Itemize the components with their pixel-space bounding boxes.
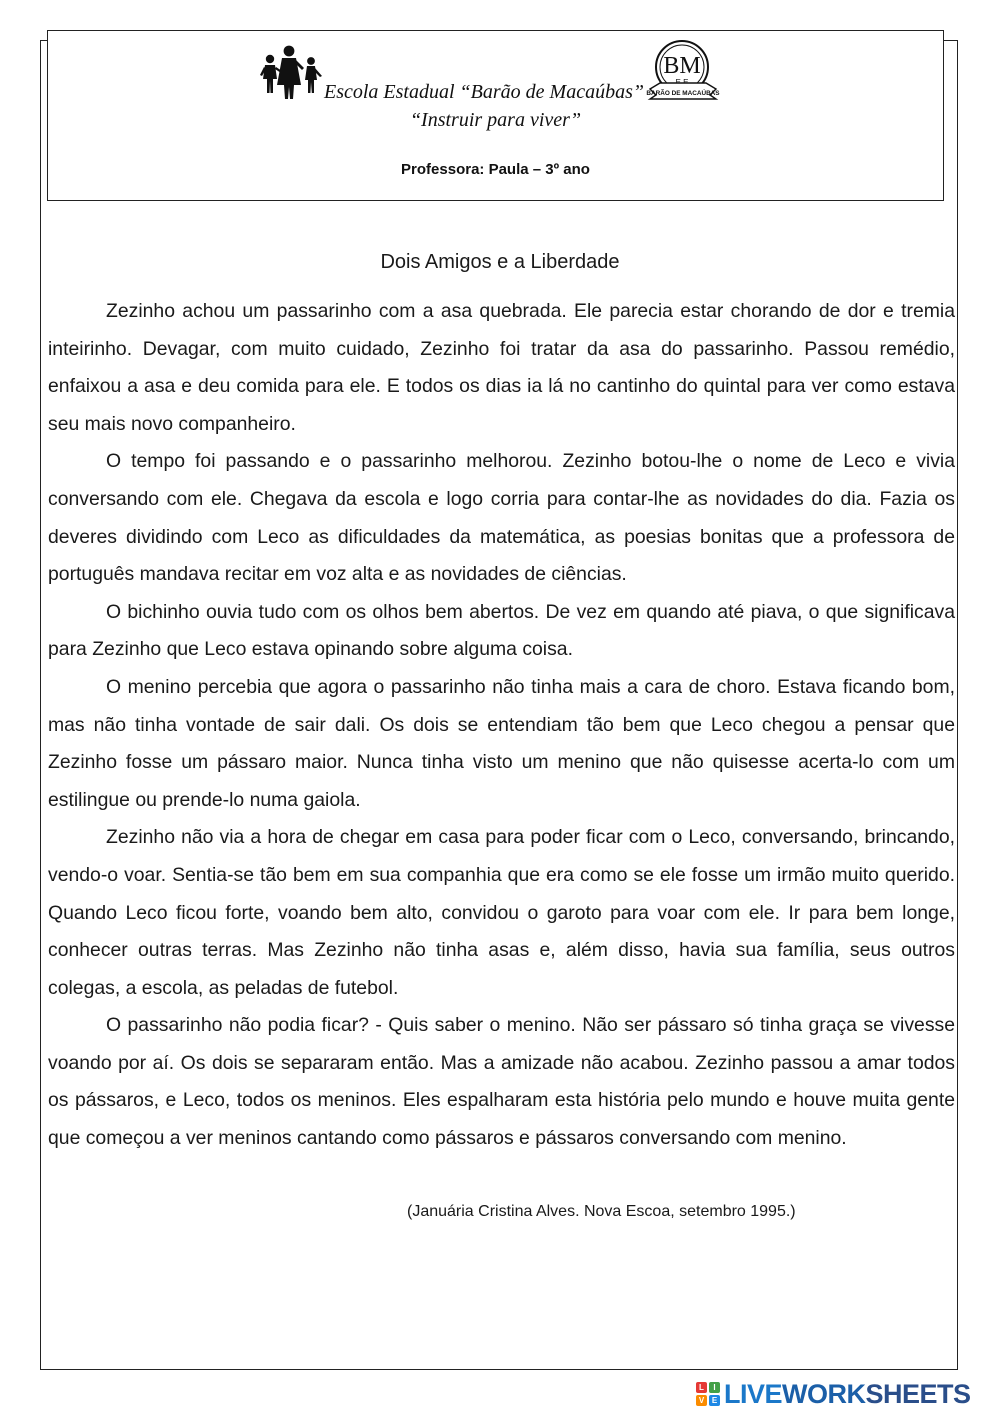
story-paragraph: O passarinho não podia ficar? - Quis saber o menino. Não ser pássaro só tinha graça se vivesse voando por aí. Os dois se separaram então. Mas a amizade não acabou. Zezinho passou a amar todos os pássaros, e Leco, todos os meninos. Eles espalharam esta história pelo mundo e houve muita gente que começou a ver meninos cantando como pássaros e pássaros conversando com menino. <box>48 1014 955 1150</box>
school-name: Escola Estadual “Barão de Macaúbas” <box>324 81 644 103</box>
icon-letter-v: V <box>696 1395 707 1406</box>
svg-text:BM: BM <box>663 53 701 79</box>
school-header <box>47 30 944 201</box>
svg-text:BARÃO DE MACAÚBAS: BARÃO DE MACAÚBAS <box>646 90 720 97</box>
story-paragraph: O menino percebia que agora o passarinho não tinha mais a cara de choro. Estava ficando bom, mas não tinha vontade de sair dali. Os dois se entendiam tão bem que Leco chegou a pensar que Zezinho fosse um pássaro maior. Nunca tinha visto um menino que não quisesse acerta-lo com um estilingue ou prende-lo numa gaiola. <box>48 675 955 811</box>
liveworksheets-icon <box>696 1382 720 1406</box>
teacher-line: Professora: Paula – 3º ano <box>401 161 590 178</box>
story-text <box>48 293 955 1158</box>
icon-letter-l: L <box>696 1382 707 1393</box>
liveworksheets-wordmark: LIVEWORKSHEETS <box>724 1378 971 1409</box>
story-paragraph: O bichinho ouvia tudo com os olhos bem abertos. De vez em quando até piava, o que significava para Zezinho que Leco estava opinando sobre alguma coisa. <box>48 600 955 661</box>
story-title: Dois Amigos e a Liberdade <box>380 251 620 273</box>
icon-letter-e: E <box>709 1395 720 1406</box>
story-citation: (Januária Cristina Alves. Nova Escoa, setembro 1995.) <box>407 1203 796 1220</box>
school-seal-icon <box>632 37 740 103</box>
icon-letter-i: I <box>709 1382 720 1393</box>
liveworksheets-logo[interactable] <box>696 1378 971 1410</box>
school-motto: “Instruir para viver” <box>409 109 582 131</box>
family-logo-icon <box>260 45 324 101</box>
story-paragraph: Zezinho achou um passarinho com a asa quebrada. Ele parecia estar chorando de dor e tremia inteirinho. Devagar, com muito cuidado, Zezinho foi tratar da asa do passarinho. Passou remédio, enfaixou a asa e deu comida para ele. E todos os dias ia lá no cantinho do quintal para ver como estava seu mais novo companheiro. <box>48 300 955 435</box>
story-paragraph: Zezinho não via a hora de chegar em casa para poder ficar com o Leco, conversando, brincando, vendo-o voar. Sentia-se tão bem em sua companhia que era como se ele fosse um irmão muito querido. Quando Leco ficou forte, voando bem alto, convidou o garoto para voar com ele. Ir para bem longe, conhecer outras terras. Mas Zezinho não tinha asas e, além disso, havia sua família, seus outros colegas, a escola, as peladas de futebol. <box>48 826 955 999</box>
story-paragraph: O tempo foi passando e o passarinho melhorou. Zezinho botou-lhe o nome de Leco e vivia conversando com ele. Chegava da escola e logo corria para contar-lhe as novidades do dia. Fazia os deveres dividindo com Leco as dificuldades da matemática, as poesias bonitas que a professora de português mandava recitar em voz alta e as novidades de ciências. <box>48 450 955 586</box>
